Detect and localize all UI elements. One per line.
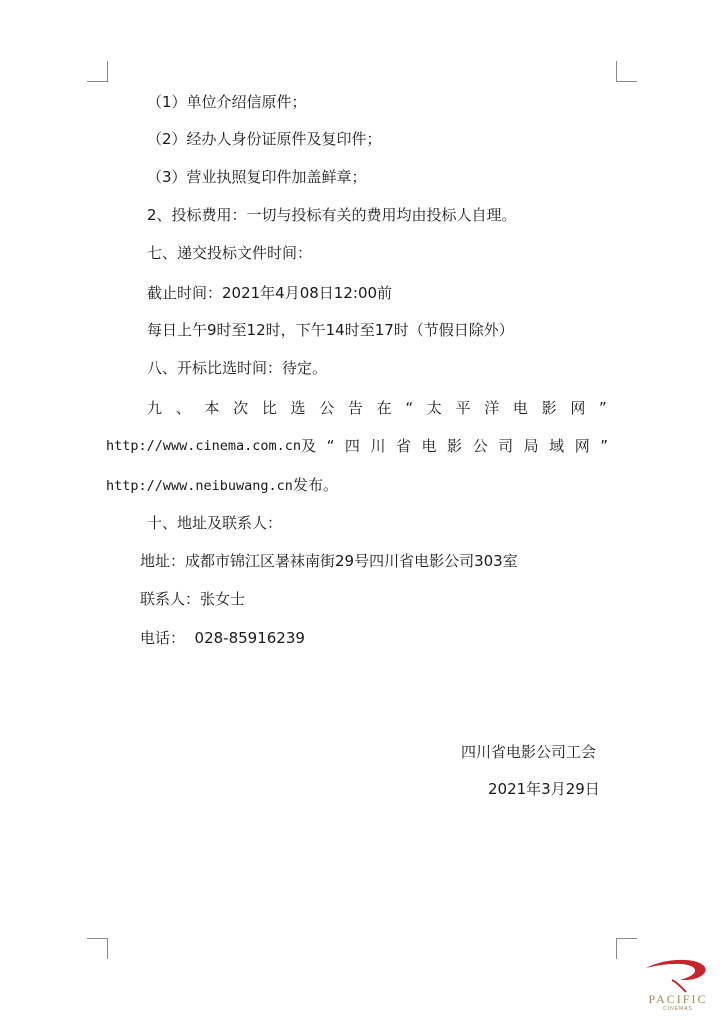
crop-mark-bottom-left [87,938,108,959]
char: 、 [175,399,191,417]
crop-mark-top-left [87,61,108,82]
char: “ [405,399,414,417]
char: 公 [472,437,488,455]
crop-mark-top-right [616,61,637,82]
char: “ [326,437,335,455]
char: 电 [421,437,437,455]
cinema-url-link[interactable]: http://www.cinema.com.cn [106,438,302,454]
item-unit-letter: （1）单位介绍信原件； [147,93,307,111]
section-7-heading: 七、递交投标文件时间： [147,244,313,262]
char: 及 [301,437,317,455]
char: 司 [498,437,514,455]
char: ” [599,399,607,417]
char: 网 [570,399,586,417]
char: 太 [426,399,442,417]
char: 电 [512,399,528,417]
section-9-end [106,475,338,496]
contact-person-line: 联系人：张女士 [140,590,246,608]
char: 比 [261,399,277,417]
published-suffix: 发布。 [292,476,338,494]
char: 平 [455,399,471,417]
char: 次 [233,399,249,417]
address-line: 地址：成都市锦江区暑袜南街29号四川省电影公司303室 [140,552,518,570]
section-10-heading: 十、地址及联系人： [147,514,283,532]
char: 九 [147,399,163,417]
pacific-cinemas-logo [638,958,718,1016]
section-9-continuation [106,436,608,456]
char: 四 [344,437,360,455]
bid-cost-clause: 2、投标费用：一切与投标有关的费用均由投标人自理。 [147,206,517,224]
char: 网 [574,437,590,455]
char: 告 [347,399,363,417]
char: 在 [376,399,392,417]
local-network-phrase [301,436,608,456]
signature-organization: 四川省电影公司工会 [461,743,597,761]
item-business-license: （3）营业执照复印件加盖鲜章； [147,168,367,186]
char: 川 [370,437,386,455]
section-8-heading: 八、开标比选时间：待定。 [147,359,328,377]
char: ” [600,437,608,455]
char: 省 [395,437,411,455]
deadline-line: 截止时间：2021年4月08日12:00前 [147,284,393,302]
char: 选 [290,399,306,417]
char: 公 [319,399,335,417]
section-9-line [147,398,607,418]
char: 影 [541,399,557,417]
daily-hours-line: 每日上午9时至12时，下午14时至17时（节假日除外） [147,321,514,339]
logo-wordmark: PACIFIC [648,992,708,1006]
logo-swoosh-icon [638,958,718,994]
char: 洋 [484,399,500,417]
neibuwang-url-link[interactable]: http://www.neibuwang.cn [106,478,293,494]
char: 影 [447,437,463,455]
item-id-card: （2）经办人身份证原件及复印件； [147,130,382,148]
char: 本 [204,399,220,417]
phone-line: 电话： 028-85916239 [140,629,305,647]
char: 局 [523,437,539,455]
crop-mark-bottom-right [616,938,637,959]
char: 域 [549,437,565,455]
signature-date: 2021年3月29日 [488,780,600,798]
logo-subtitle: CINEMAS [663,1006,693,1012]
